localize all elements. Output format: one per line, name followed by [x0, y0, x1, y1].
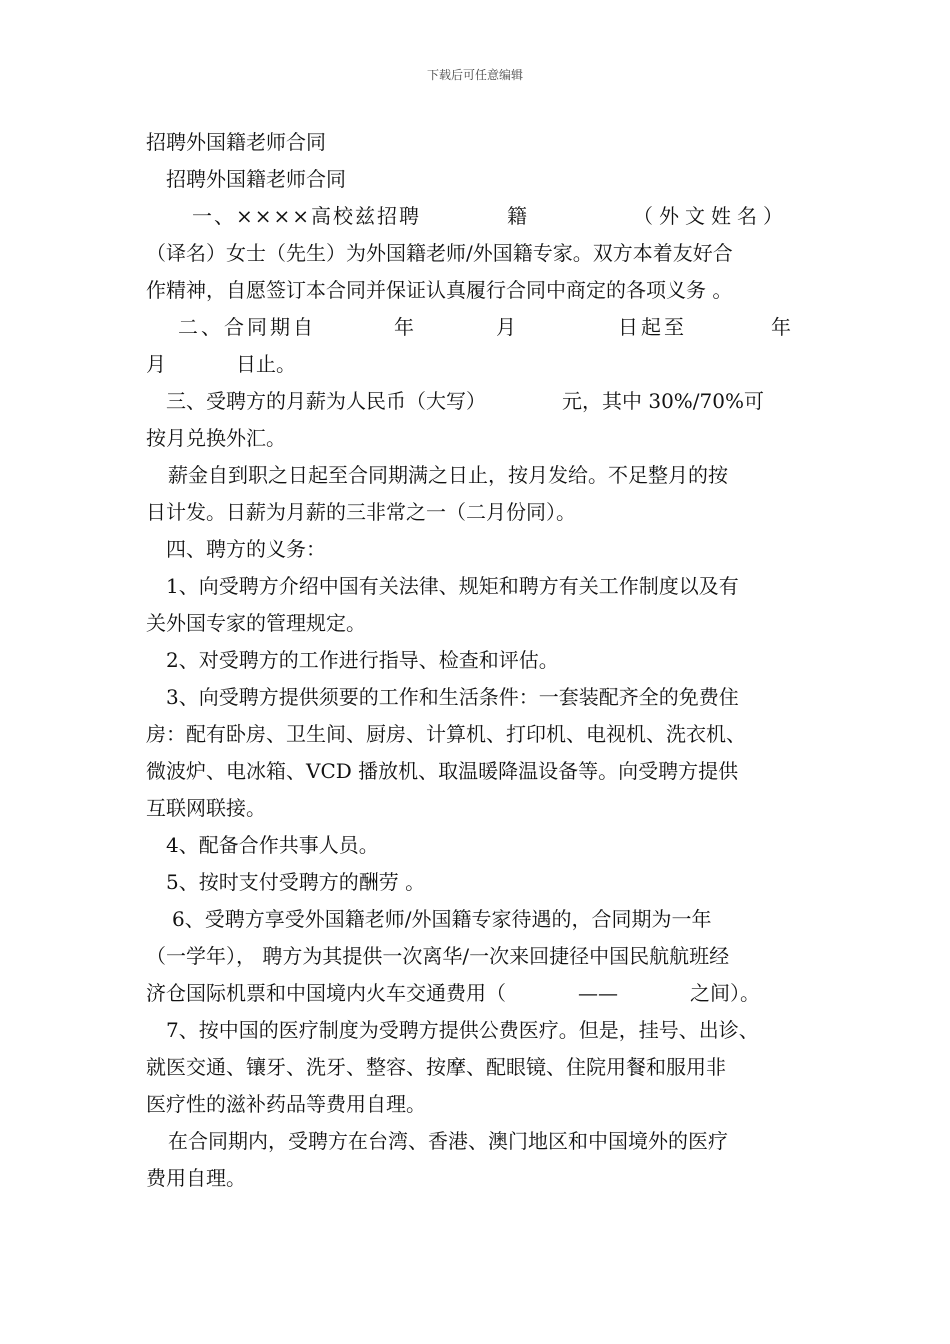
- item-6-line-3: [146, 975, 808, 1012]
- item-1-line-1: 1、向受聘方介绍中国有关法律、规矩和聘方有关工作制度以及有: [166, 574, 739, 598]
- item-1-line-2: 关外国专家的管理规定。: [146, 611, 366, 635]
- item-6-line-2: （一学年）， 聘方为其提供一次离华/一次来回捷径中国民航航班经: [146, 944, 730, 968]
- section-2-text-c: 月: [496, 315, 516, 339]
- salary-line-2: 日计发。日薪为月薪的三非常之一（二月份同）。: [146, 500, 576, 524]
- item-3-line-3: 微波炉、电冰箱、VCD 播放机、取温暖降温设备等。向受聘方提供: [146, 759, 739, 783]
- section-1-line-3: 作精神，自愿签订本合同并保证认真履行合同中商定的各项义务 。: [146, 278, 733, 302]
- item-6-line-1: 6、受聘方享受外国籍老师/外国籍专家待遇的，合同期为一年: [172, 907, 712, 931]
- item-2: 2、对受聘方的工作进行指导、检查和评估。: [166, 648, 559, 672]
- section-3-text-b: 元，其中 30%/70%可: [562, 389, 765, 413]
- section-2-text-a: 二、合同期自: [178, 315, 316, 339]
- section-3-text-a: 三、受聘方的月薪为人民币（大写）: [166, 389, 486, 413]
- section-2-text-b: 年: [394, 315, 414, 339]
- section-2-text-e: 年: [771, 315, 791, 339]
- item-6-text-a: 济仓国际机票和中国境内火车交通费用（: [146, 981, 506, 1005]
- medical-paragraph-line-1: 在合同期内，受聘方在台湾、香港、澳门地区和中国境外的医疗: [168, 1129, 728, 1153]
- section-1-text-b: 籍: [507, 204, 528, 228]
- section-2-line-1: [146, 309, 808, 346]
- section-1-line-1: [146, 198, 808, 235]
- item-7-line-1: 7、按中国的医疗制度为受聘方提供公费医疗。但是，挂号、出诊、: [166, 1018, 759, 1042]
- medical-paragraph-line-2: 费用自理。: [146, 1166, 246, 1190]
- section-1-text-c: （外文姓名）: [633, 204, 790, 228]
- item-4: 4、配备合作共事人员。: [166, 833, 379, 857]
- item-7-line-2: 就医交通、镶牙、洗牙、整容、按摩、配眼镜、住院用餐和服用非: [146, 1055, 726, 1079]
- section-2-text-g: 日止。: [236, 352, 296, 376]
- section-2-line-2: [146, 346, 808, 383]
- section-2-text-f: 月: [146, 352, 166, 376]
- document-body: [146, 124, 808, 1197]
- document-title: 招聘外国籍老师合同: [146, 130, 326, 154]
- item-3-line-2: 房：配有卧房、卫生间、厨房、计算机、打印机、电视机、洗衣机、: [146, 722, 746, 746]
- section-4-heading: 四、聘方的义务：: [166, 537, 326, 561]
- item-5: 5、按时支付受聘方的酬劳 。: [166, 870, 426, 894]
- item-3-line-4: 互联网联接。: [146, 796, 266, 820]
- section-3-line-2: 按月兑换外汇。: [146, 426, 286, 450]
- item-3-line-1: 3、向受聘方提供须要的工作和生活条件：一套装配齐全的免费住: [166, 685, 739, 709]
- section-1-line-2: （译名）女士（先生）为外国籍老师/外国籍专家。双方本着友好合: [146, 241, 733, 265]
- section-3-line-1: [146, 383, 808, 420]
- section-1-text-a: 一、××××高校兹招聘: [192, 204, 422, 228]
- item-6-text-c: 之间）。: [690, 981, 760, 1005]
- contract-title: 招聘外国籍老师合同: [166, 167, 346, 191]
- item-7-line-3: 医疗性的滋补药品等费用自理。: [146, 1092, 426, 1116]
- page-header-note: 下载后可任意编辑: [426, 68, 523, 82]
- section-2-text-d: 日起至: [618, 315, 687, 339]
- salary-line-1: 薪金自到职之日起至合同期满之日止，按月发给。不足整月的按: [168, 463, 728, 487]
- item-6-text-b: ——: [578, 981, 618, 1005]
